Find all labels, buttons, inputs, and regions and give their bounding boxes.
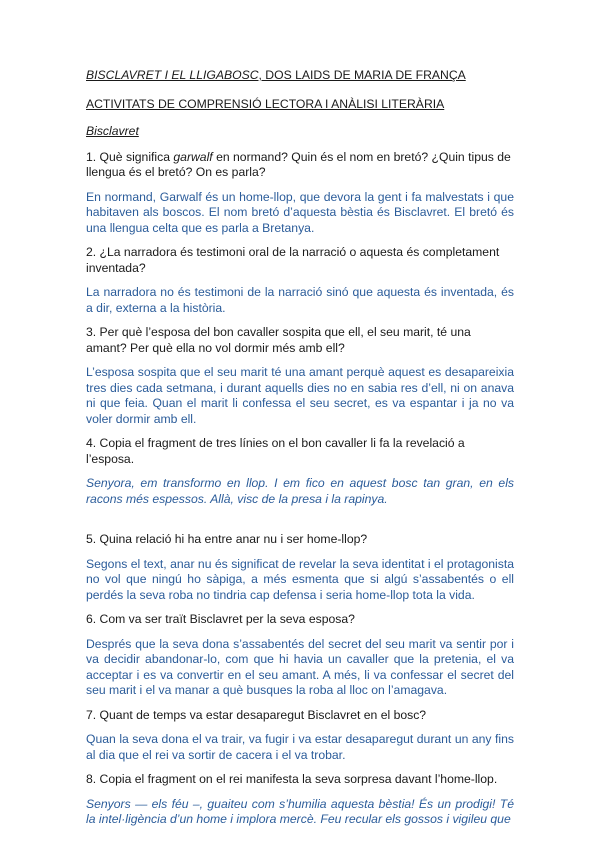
answer-7: Quan la seva dona el va trair, va fugir i va estar desaparegut durant un any fins al dia que el rei va sortir de cacera i el va trobar. xyxy=(86,732,514,762)
question-6: 6. Com va ser traït Bisclavret per la seva esposa? xyxy=(86,612,355,626)
question-5: 5. Quina relació hi ha entre anar nu i ser home-llop? xyxy=(86,532,368,546)
answer-2: La narradora no és testimoni de la narració sinó que aquesta és inventada, és a dir, externa a la història. xyxy=(86,285,514,315)
question-1-after: en normand? Quin és el nom en bretó? ¿Quin tipus de llengua és el bretó? On es parla? xyxy=(86,149,511,179)
answer-3: L’esposa sospita que el seu marit té una amant perquè aquest es desapareixia tres dies cada setmana, i durant aquells dies no en sabia res d’ell, ni on anava ni que feia. Quan el marit li confessa el seu secret, es va espantar i ja no va voler dormir amb ell. xyxy=(86,365,514,426)
question-1-term: garwalf xyxy=(173,149,213,164)
title-italic: BISCLAVRET I EL LLIGABOSC xyxy=(86,68,259,82)
answer-1: En normand, Garwalf és un home-llop, que devora la gent i fa malvestats i que habitaven als boscos. El nom bretó d’aquesta bèstia és Bisclavret. El bretó és una llengua celta que es parla a Bretanya. xyxy=(86,189,514,235)
question-1-before: 1. Què significa xyxy=(86,149,174,164)
question-1 xyxy=(86,150,514,181)
question-7: 7. Quant de temps va estar desaparegut Bisclavret en el bosc? xyxy=(86,707,427,722)
question-8: 8. Copia el fragment on el rei manifesta la seva sorpresa davant l’home-llop. xyxy=(86,772,498,786)
document-title xyxy=(86,68,514,84)
answer-5: Segons el text, anar nu és significat de revelar la seva identitat i el protagonista no vol que ningú ho sàpiga, a més esmenta que si algú s’assabentés o ell perdés la seva roba no tindria cap defensa i seria home-llop tota la vida. xyxy=(86,556,514,602)
answer-6: Després que la seva dona s’assabentés del secret del seu marit va sentir por i va decidir abandonar-lo, com que hi havia un cavaller que la pretenia, el va acceptar i es va convertir en el seu amant. A més, li va confessar el secret del seu marit i el va manar a què busques la roba al lloc on l’amagava. xyxy=(86,636,514,697)
answer-8: Senyors — els féu –, guaiteu com s’humilia aquesta bèstia! És un prodigi! Té la intel·ligència d’un home i implora mercè. Feu recular els gossos i vigileu que xyxy=(86,796,514,826)
section-heading: Bisclavret xyxy=(86,124,139,138)
title-rest: , DOS LAIDS DE MARIA DE FRANÇA xyxy=(258,68,466,82)
question-4: 4. Copia el fragment de tres línies on el bon cavaller li fa la revelació a l’esposa. xyxy=(86,436,465,466)
document-subtitle: ACTIVITATS DE COMPRENSIÓ LECTORA I ANÀLISI LITERÀRIA xyxy=(86,96,445,111)
question-2: 2. ¿La narradora és testimoni oral de la narració o aquesta és completament inventada? xyxy=(86,245,500,275)
question-3: 3. Per què l’esposa del bon cavaller sospita que ell, el seu marit, té una amant? Per què ella no vol dormir més amb ell? xyxy=(86,325,471,355)
answer-4: Senyora, em transformo en llop. I em fico en aquest bosc tan gran, en els racons més espessos. Allà, visc de la presa i la rapinya. xyxy=(86,476,514,506)
spacer xyxy=(86,516,514,532)
